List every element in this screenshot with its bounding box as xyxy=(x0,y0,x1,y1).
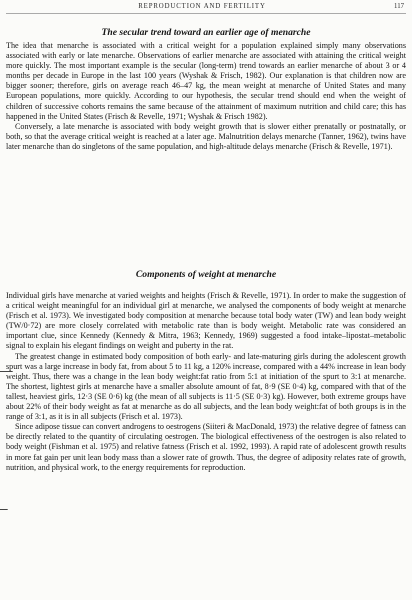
paragraph: The idea that menarche is associated with a critical weight for a population explained simply many observations associated with early or late menarche. Observations of earlier menarche are associated with attaining the critical weight more quickly. The most important example is the secular (long-term) trend towards an earlier menarche of about 3 or 4 months per decade in Europe in the last 100 years (Wyshak & Frisch, 1982). Our explanation is that children now are bigger sooner; therefore, girls on average reach 46–47 kg, the mean weight at menarche of United States and many European populations, more quickly. According to our hypothesis, the secular trend should end when the weight of children of successive cohorts remains the same because of the attainment of maximum nutrition and child care; this has happened in the United States (Frisch & Revelle, 1971; Wyshak & Frisch 1982). xyxy=(6,41,406,121)
page-number: 117 xyxy=(394,3,404,10)
section-heading-secular-trend: The secular trend toward an earlier age of menarche xyxy=(101,27,311,38)
pencil-margin-mark xyxy=(0,501,13,510)
section-heading-components-of-weight: Components of weight at menarche xyxy=(135,269,277,280)
paragraph: The greatest change in estimated body composition of both early- and late-maturing girls during the adolescent growth spurt was a large increase in body fat, from about 5 to 11 kg, a 120% increase, compared with a 44% increase in lean body weight. Thus, there was a change in the lean body weight:fat ratio from 5:1 at initiation of the spurt to 3:1 at menarche. The shortest, lightest girls at menarche have a smaller absolute amount of fat, 8·9 (SE 0·4) kg, compared with that of the tallest, heaviest girls, 12·3 (SE 0·6) kg (the mean of all subjects is 11·5 (SE 0·3) kg). However, both extreme groups have about 22% of their body weight as fat at menarche as do all subjects, and the lean body weight:fat of both groups is in the range of 3:1, as it is in all subjects (Frisch et al. 1973). xyxy=(6,351,406,422)
section-body-secular-trend xyxy=(6,41,406,152)
running-head xyxy=(0,3,404,12)
paragraph: Conversely, a late menarche is associated with body weight growth that is slower either prenatally or postnatally, or both, so that the average critical weight is reached at a later age. Malnutrition delays menarche (Tanner, 1962), twins have later menarche than do singletons of the same population, and high-altitude delays menarche (Frisch & Revelle, 1971). xyxy=(6,121,406,151)
header-rule xyxy=(6,13,406,14)
running-title: REPRODUCTION AND FERTILITY xyxy=(138,3,266,10)
paragraph: Since adipose tissue can convert androgens to oestrogens (Siiteri & MacDonald, 1973) the relative degree of fatness can be directly related to the quantity of circulating oestrogen. The biological effectiveness of the oestrogen is also related to body weight (Fishman et al. 1975) and relative fatness (Frisch et al. 1992, 1993). A rapid rate of adolescent growth results in more fat gain per unit lean body mass than a slower rate of growth. Thus, the degree of adiposity relates rate of growth, nutrition, and physical work, to the energy requirements for reproduction. xyxy=(6,422,406,472)
section-body-components-of-weight xyxy=(6,291,406,473)
paragraph: Individual girls have menarche at varied weights and heights (Frisch & Revelle, 1971). In order to make the suggestion of a critical weight meaningful for an individual girl at menarche, we analysed the components of body weight at menarche (Frisch et al. 1973). We investigated body composition at menarche because total body water (TW) and lean body weight (TW/0·72) are more closely correlated with metabolic rate than is body weight. Metabolic rate was considered an important clue, since Kennedy (Kennedy & Mitra, 1963; Kennedy, 1969) suggested a food intake–lipostat–metabolic signal to explain his elegant findings on weight and puberty in the rat. xyxy=(6,291,406,351)
